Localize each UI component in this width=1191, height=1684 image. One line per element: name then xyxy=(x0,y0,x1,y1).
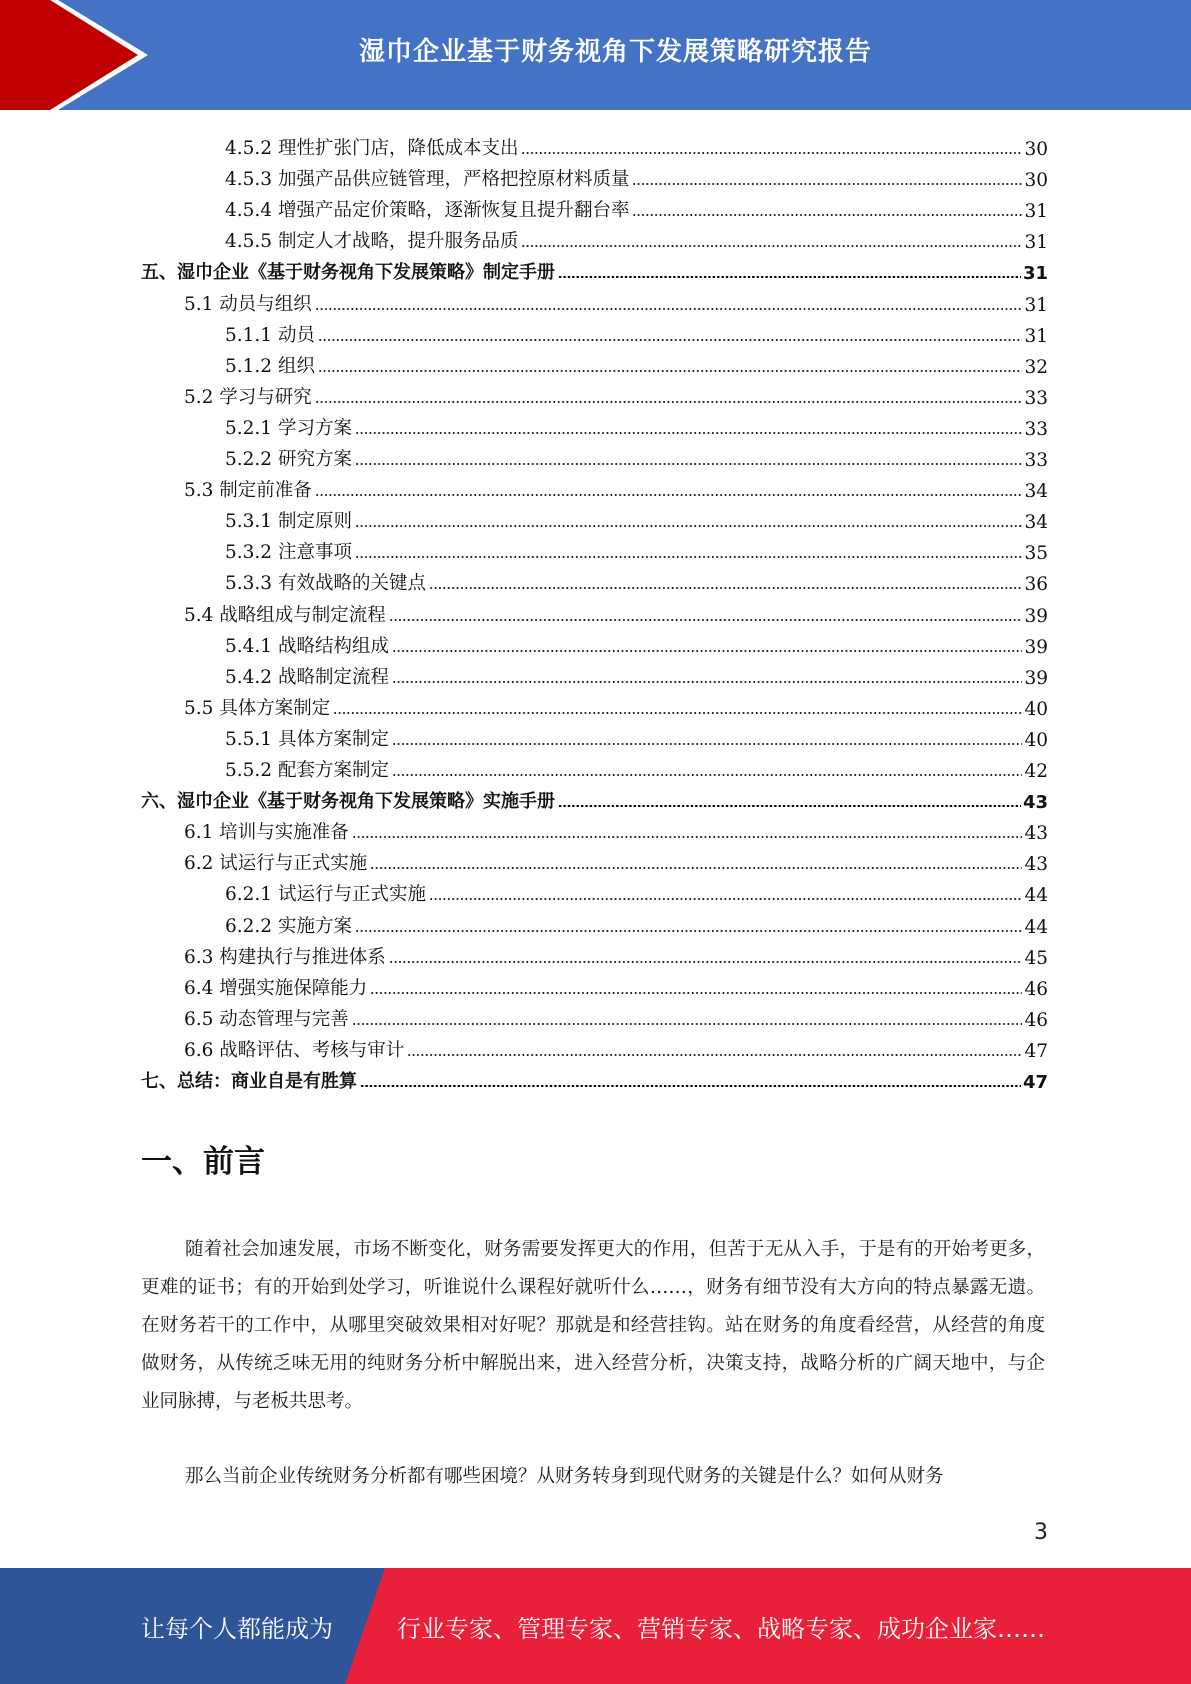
toc-entry-label: 5.3.3 有效战略的关键点 xyxy=(225,573,426,595)
toc-entry-label: 6.2.1 试运行与正式实施 xyxy=(225,884,426,906)
toc-dot-leader xyxy=(429,898,1022,900)
toc-dot-leader xyxy=(352,836,1023,838)
toc-dot-leader xyxy=(632,183,1022,185)
toc-entry[interactable] xyxy=(225,564,1048,595)
toc-entry-label: 七、总结：商业自是有胜算 xyxy=(141,1071,357,1092)
toc-entry[interactable] xyxy=(225,129,1048,160)
toc-entry-label: 5.1.2 组织 xyxy=(225,355,315,377)
toc-entry[interactable] xyxy=(225,222,1048,253)
toc-entry[interactable] xyxy=(184,689,1048,720)
toc-entry-page: 46 xyxy=(1024,1009,1048,1031)
toc-entry-label: 5.1.1 动员 xyxy=(225,324,315,346)
toc-entry-label: 6.2.2 实施方案 xyxy=(225,915,352,937)
toc-entry-page: 33 xyxy=(1024,450,1048,471)
toc-dot-leader xyxy=(315,494,1023,496)
toc-entry-label: 5.3 制定前准备 xyxy=(184,480,312,502)
toc-dot-leader xyxy=(360,1085,1021,1087)
toc-dot-leader xyxy=(355,463,1023,465)
toc-entry[interactable] xyxy=(184,844,1048,875)
toc-entry-label: 5.5 具体方案制定 xyxy=(184,697,331,719)
toc-dot-leader xyxy=(392,774,1022,776)
toc-entry[interactable] xyxy=(141,253,1048,284)
toc-entry-label: 4.5.2 理性扩张门店，降低成本支出 xyxy=(225,138,519,159)
toc-entry-page: 30 xyxy=(1024,170,1048,192)
toc-entry-label: 4.5.4 增强产品定价策略，逐渐恢复且提升翻台率 xyxy=(225,200,630,222)
toc-entry[interactable] xyxy=(225,907,1048,938)
toc-entry-label: 5.3.1 制定原则 xyxy=(225,511,352,533)
toc-entry-label: 6.4 增强实施保障能力 xyxy=(184,977,368,999)
footer-slogan-right: 行业专家、管理专家、营销专家、战略专家、成功企业家…… xyxy=(397,1614,1045,1643)
toc-entry-page: 31 xyxy=(1024,201,1048,223)
toc-entry-page: 36 xyxy=(1024,574,1048,596)
toc-entry[interactable] xyxy=(225,658,1048,689)
toc-entry-label: 五、湿巾企业《基于财务视角下发展策略》制定手册 xyxy=(141,262,555,284)
toc-entry-label: 5.4.1 战略结构组成 xyxy=(225,635,389,657)
toc-entry[interactable] xyxy=(184,1031,1048,1062)
toc-entry-label: 六、湿巾企业《基于财务视角下发展策略》实施手册 xyxy=(141,791,555,813)
toc-entry-page: 31 xyxy=(1024,294,1048,316)
toc-entry-page: 33 xyxy=(1024,387,1048,409)
toc-entry[interactable] xyxy=(141,1062,1048,1093)
header-title: 湿巾企业基于财务视角下发展策略研究报告 xyxy=(358,36,872,67)
toc-entry[interactable] xyxy=(225,160,1048,191)
toc-entry-label: 5.3.2 注意事项 xyxy=(225,542,352,564)
toc-entry[interactable] xyxy=(184,596,1048,627)
toc-entry-label: 5.1 动员与组织 xyxy=(184,293,312,315)
footer-banner xyxy=(0,1568,1191,1684)
toc-dot-leader xyxy=(389,619,1023,621)
toc-dot-leader xyxy=(407,1054,1022,1056)
toc-entry-label: 5.2 学习与研究 xyxy=(184,386,312,408)
toc-entry-page: 47 xyxy=(1024,1040,1048,1062)
body-paragraph: 随着社会加速发展，市场不断变化，财务需要发挥更大的作用，但苦于无从入手，于是有的开始考更多，更难的证书；有的开始到处学习，听谁说什么课程好就听什么……，财务有细节没有大方向的特点暴露无遗。在财务若干的工作中，从哪里突破效果相对好呢？那就是和经营挂钩。站在财务的角度看经营，从经营的角度做财务，从传统乏味无用的纯财务分析中解脱出来，进入经营分析，决策支持，战略分析的广阔天地中，与企业同脉搏，与老板共思考。 xyxy=(141,1239,1045,1412)
toc-dot-leader xyxy=(521,152,1022,154)
toc-dot-leader xyxy=(355,556,1023,558)
toc-entry[interactable] xyxy=(225,440,1048,471)
section-heading: 一、前言 xyxy=(141,1144,265,1180)
toc-entry[interactable] xyxy=(184,813,1048,844)
toc-entry[interactable] xyxy=(225,191,1048,222)
toc-entry[interactable] xyxy=(225,720,1048,751)
toc-entry-label: 6.1 培训与实施准备 xyxy=(184,822,349,844)
toc-entry[interactable] xyxy=(184,938,1048,969)
toc-entry-label: 5.4 战略组成与制定流程 xyxy=(184,604,386,626)
toc-entry-page: 34 xyxy=(1024,512,1048,534)
toc-entry-page: 30 xyxy=(1024,139,1048,160)
toc-entry-page: 34 xyxy=(1024,481,1048,503)
toc-entry-page: 40 xyxy=(1024,698,1048,720)
toc-dot-leader xyxy=(392,650,1022,652)
toc-entry[interactable] xyxy=(184,969,1048,1000)
page-number: 3 xyxy=(1034,1520,1048,1545)
toc-entry-page: 43 xyxy=(1024,854,1048,876)
toc-entry-page: 45 xyxy=(1024,947,1048,969)
toc-entry[interactable] xyxy=(225,875,1048,906)
toc-dot-leader xyxy=(392,681,1022,683)
toc-dot-leader xyxy=(315,401,1023,403)
toc-dot-leader xyxy=(389,961,1023,963)
toc-dot-leader xyxy=(352,1023,1023,1025)
toc-entry-page: 35 xyxy=(1024,543,1048,565)
toc-entry[interactable] xyxy=(225,533,1048,564)
toc-dot-leader xyxy=(355,525,1023,527)
toc-entry-label: 6.3 构建执行与推进体系 xyxy=(184,946,386,968)
toc-dot-leader xyxy=(370,992,1022,994)
toc-entry-page: 39 xyxy=(1024,605,1048,627)
toc-dot-leader xyxy=(370,867,1022,869)
toc-entry-page: 31 xyxy=(1024,232,1048,254)
toc-entry-label: 5.2.2 研究方案 xyxy=(225,449,352,470)
toc-entry[interactable] xyxy=(225,316,1048,347)
toc-entry-label: 5.5.2 配套方案制定 xyxy=(225,760,389,781)
header-banner xyxy=(0,0,1191,110)
toc-entry-label: 5.4.2 战略制定流程 xyxy=(225,666,389,688)
toc-entry-page: 43 xyxy=(1024,823,1048,845)
toc-entry-page: 43 xyxy=(1022,792,1048,814)
toc-entry-page: 44 xyxy=(1024,885,1048,907)
toc-entry[interactable] xyxy=(184,1000,1048,1031)
toc-entry[interactable] xyxy=(225,347,1048,378)
toc-entry-page: 40 xyxy=(1024,729,1048,751)
toc-entry[interactable] xyxy=(184,285,1048,316)
toc-entry-page: 42 xyxy=(1024,761,1048,782)
toc-entry-page: 31 xyxy=(1022,263,1048,285)
toc-entry[interactable] xyxy=(225,409,1048,440)
toc-entry-label: 4.5.5 制定人才战略，提升服务品质 xyxy=(225,231,519,253)
toc-dot-leader xyxy=(315,308,1023,310)
toc-dot-leader xyxy=(355,930,1023,932)
toc-dot-leader xyxy=(333,712,1022,714)
toc-entry-label: 6.2 试运行与正式实施 xyxy=(184,853,368,875)
toc-entry-label: 4.5.3 加强产品供应链管理，严格把控原材料质量 xyxy=(225,169,630,191)
toc-entry[interactable] xyxy=(225,502,1048,533)
toc-entry-page: 39 xyxy=(1024,636,1048,658)
toc-dot-leader xyxy=(318,370,1023,372)
toc-entry[interactable] xyxy=(225,751,1048,782)
body-paragraph: 那么当前企业传统财务分析都有哪些困境？从财务转身到现代财务的关键是什么？如何从财务 xyxy=(185,1466,944,1487)
toc-entry[interactable] xyxy=(184,378,1048,409)
toc-entry-page: 47 xyxy=(1022,1072,1048,1093)
toc-dot-leader xyxy=(521,245,1022,247)
toc-dot-leader xyxy=(632,214,1022,216)
toc-dot-leader xyxy=(392,743,1022,745)
toc-dot-leader xyxy=(355,432,1023,434)
toc-entry-label: 6.5 动态管理与完善 xyxy=(184,1008,349,1030)
toc-entry-page: 46 xyxy=(1024,978,1048,1000)
toc-entry-page: 39 xyxy=(1024,667,1048,689)
toc-dot-leader xyxy=(318,339,1023,341)
toc-entry-label: 6.6 战略评估、考核与审计 xyxy=(184,1039,405,1061)
toc-entry-page: 33 xyxy=(1024,418,1048,440)
footer-slogan-left: 让每个人都能成为 xyxy=(141,1614,333,1643)
toc-dot-leader xyxy=(429,587,1022,589)
toc-entry[interactable] xyxy=(184,471,1048,502)
toc-entry-page: 32 xyxy=(1024,356,1048,378)
toc-entry[interactable] xyxy=(225,627,1048,658)
toc-dot-leader xyxy=(558,805,1021,807)
toc-entry-label: 5.2.1 学习方案 xyxy=(225,417,352,439)
toc-entry-page: 44 xyxy=(1024,916,1048,938)
toc-dot-leader xyxy=(558,276,1021,278)
toc-entry[interactable] xyxy=(141,782,1048,813)
toc-entry-page: 31 xyxy=(1024,325,1048,347)
toc-entry-label: 5.5.1 具体方案制定 xyxy=(225,728,389,750)
